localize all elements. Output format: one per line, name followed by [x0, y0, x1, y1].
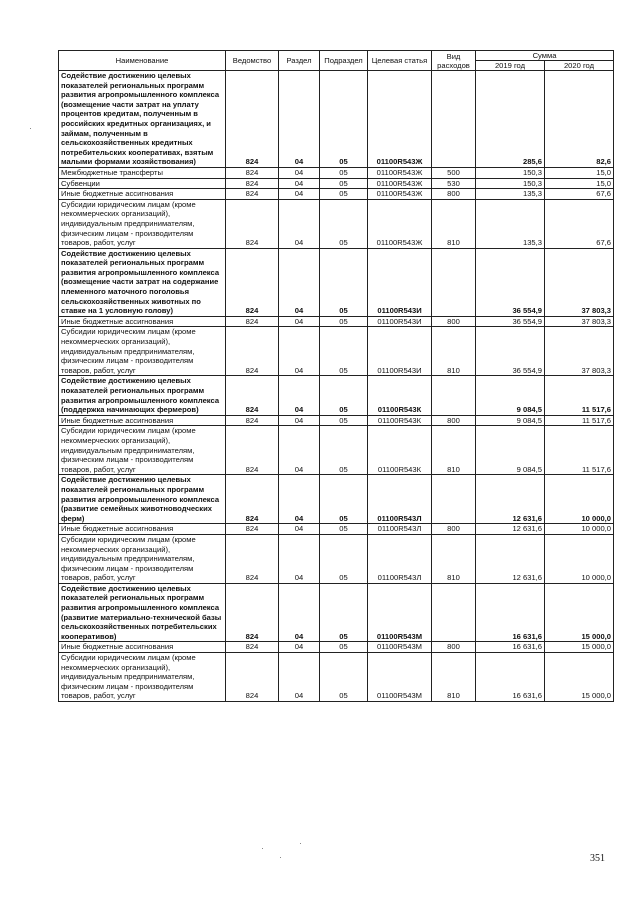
cell-name: Иные бюджетные ассигнования — [59, 316, 226, 327]
cell-2019: 16 631,6 — [476, 642, 545, 653]
cell-dept: 824 — [226, 415, 279, 426]
cell-2019: 12 631,6 — [476, 524, 545, 535]
cell-2019: 135,3 — [476, 199, 545, 248]
cell-2020: 10 000,0 — [545, 475, 614, 524]
cell-2019: 150,3 — [476, 167, 545, 178]
cell-dept: 824 — [226, 248, 279, 316]
cell-target: 01100R543Л — [368, 475, 432, 524]
cell-target: 01100R543К — [368, 426, 432, 475]
table-header — [59, 51, 614, 71]
cell-2020: 15 000,0 — [545, 642, 614, 653]
cell-2019: 12 631,6 — [476, 475, 545, 524]
cell-target: 01100R543Л — [368, 524, 432, 535]
cell-2020: 10 000,0 — [545, 524, 614, 535]
table-row — [59, 426, 614, 475]
cell-dept: 824 — [226, 316, 279, 327]
cell-2019: 36 554,9 — [476, 248, 545, 316]
scan-speck — [262, 848, 263, 849]
header-sum: Сумма — [476, 51, 614, 61]
cell-section: 04 — [279, 199, 320, 248]
table-row — [59, 653, 614, 702]
table-row — [59, 167, 614, 178]
cell-target: 01100R543Ж — [368, 167, 432, 178]
cell-2020: 15 000,0 — [545, 653, 614, 702]
cell-subsection: 05 — [320, 71, 368, 168]
cell-exp-type: 800 — [432, 316, 476, 327]
cell-section: 04 — [279, 426, 320, 475]
table-row — [59, 71, 614, 168]
cell-target: 01100R543К — [368, 376, 432, 415]
cell-subsection: 05 — [320, 653, 368, 702]
cell-dept: 824 — [226, 376, 279, 415]
cell-subsection: 05 — [320, 199, 368, 248]
budget-table — [58, 50, 614, 702]
cell-exp-type — [432, 248, 476, 316]
cell-section: 04 — [279, 415, 320, 426]
cell-exp-type: 500 — [432, 167, 476, 178]
cell-target: 01100R543Ж — [368, 199, 432, 248]
table-row — [59, 316, 614, 327]
cell-target: 01100R543К — [368, 415, 432, 426]
cell-target: 01100R543М — [368, 642, 432, 653]
cell-2020: 82,6 — [545, 71, 614, 168]
cell-dept: 824 — [226, 189, 279, 200]
cell-target: 01100R543И — [368, 316, 432, 327]
cell-2020: 11 517,6 — [545, 415, 614, 426]
cell-dept: 824 — [226, 583, 279, 642]
cell-dept: 824 — [226, 475, 279, 524]
cell-subsection: 05 — [320, 524, 368, 535]
cell-target: 01100R543М — [368, 653, 432, 702]
cell-2020: 37 803,3 — [545, 316, 614, 327]
table-body — [59, 71, 614, 702]
cell-exp-type: 800 — [432, 415, 476, 426]
cell-exp-type: 810 — [432, 653, 476, 702]
cell-2020: 15,0 — [545, 167, 614, 178]
cell-exp-type: 800 — [432, 524, 476, 535]
cell-target: 01100R543И — [368, 327, 432, 376]
cell-section: 04 — [279, 475, 320, 524]
table-row — [59, 327, 614, 376]
header-year-2019: 2019 год — [476, 61, 545, 71]
header-subsection: Подраздел — [320, 51, 368, 71]
cell-subsection: 05 — [320, 376, 368, 415]
cell-section: 04 — [279, 524, 320, 535]
cell-exp-type — [432, 376, 476, 415]
cell-section: 04 — [279, 71, 320, 168]
cell-exp-type: 810 — [432, 534, 476, 583]
cell-2020: 67,6 — [545, 189, 614, 200]
cell-name: Субсидии юридическим лицам (кроме некоммерческих организаций), индивидуальным предпринимателям, физическим лицам - производителям товаров, работ, услуг — [59, 534, 226, 583]
cell-2020: 37 803,3 — [545, 248, 614, 316]
cell-name: Содействие достижению целевых показателей региональных программ развития агропромышленного комплекса (возмещение части затрат на содержание племенного маточного поголовья сельскохозяйственных животных по ставке на 1 условную голову) — [59, 248, 226, 316]
cell-subsection: 05 — [320, 189, 368, 200]
cell-target: 01100R543Л — [368, 534, 432, 583]
cell-2020: 11 517,6 — [545, 426, 614, 475]
table-row — [59, 534, 614, 583]
cell-name: Иные бюджетные ассигнования — [59, 415, 226, 426]
cell-target: 01100R543М — [368, 583, 432, 642]
cell-subsection: 05 — [320, 327, 368, 376]
cell-2019: 285,6 — [476, 71, 545, 168]
cell-subsection: 05 — [320, 534, 368, 583]
cell-subsection: 05 — [320, 167, 368, 178]
table-row — [59, 415, 614, 426]
cell-section: 04 — [279, 248, 320, 316]
cell-2019: 36 554,9 — [476, 316, 545, 327]
cell-subsection: 05 — [320, 178, 368, 189]
cell-name: Иные бюджетные ассигнования — [59, 642, 226, 653]
table-row — [59, 189, 614, 200]
table-row — [59, 376, 614, 415]
cell-exp-type: 530 — [432, 178, 476, 189]
cell-2019: 9 084,5 — [476, 376, 545, 415]
cell-name: Иные бюджетные ассигнования — [59, 524, 226, 535]
cell-subsection: 05 — [320, 642, 368, 653]
cell-dept: 824 — [226, 426, 279, 475]
cell-subsection: 05 — [320, 583, 368, 642]
cell-section: 04 — [279, 178, 320, 189]
cell-name: Межбюджетные трансферты — [59, 167, 226, 178]
cell-dept: 824 — [226, 71, 279, 168]
cell-section: 04 — [279, 167, 320, 178]
cell-name: Субсидии юридическим лицам (кроме некоммерческих организаций), индивидуальным предпринимателям, физическим лицам - производителям товаров, работ, услуг — [59, 653, 226, 702]
cell-dept: 824 — [226, 653, 279, 702]
cell-subsection: 05 — [320, 475, 368, 524]
cell-dept: 824 — [226, 524, 279, 535]
cell-exp-type: 810 — [432, 327, 476, 376]
cell-2019: 16 631,6 — [476, 653, 545, 702]
cell-2020: 67,6 — [545, 199, 614, 248]
table-row — [59, 178, 614, 189]
cell-exp-type — [432, 583, 476, 642]
cell-target: 01100R543Ж — [368, 189, 432, 200]
table-row — [59, 475, 614, 524]
cell-name: Содействие достижению целевых показателей региональных программ развития агропромышленного комплекса (развитие материально-технической базы сельскохозяйственных потребительских кооперативов) — [59, 583, 226, 642]
cell-2019: 150,3 — [476, 178, 545, 189]
cell-exp-type: 800 — [432, 642, 476, 653]
cell-subsection: 05 — [320, 248, 368, 316]
scan-speck — [30, 128, 31, 129]
cell-name: Иные бюджетные ассигнования — [59, 189, 226, 200]
cell-name: Содействие достижению целевых показателей региональных программ развития агропромышленного комплекса (развитие семейных животноводческих ферм) — [59, 475, 226, 524]
cell-section: 04 — [279, 583, 320, 642]
cell-subsection: 05 — [320, 415, 368, 426]
header-year-2020: 2020 год — [545, 61, 614, 71]
header-exp-type: Вид расходов — [432, 51, 476, 71]
cell-dept: 824 — [226, 167, 279, 178]
cell-2020: 10 000,0 — [545, 534, 614, 583]
cell-name: Субвенции — [59, 178, 226, 189]
cell-2019: 9 084,5 — [476, 415, 545, 426]
table-row — [59, 583, 614, 642]
cell-exp-type: 810 — [432, 199, 476, 248]
cell-subsection: 05 — [320, 316, 368, 327]
cell-name: Субсидии юридическим лицам (кроме некоммерческих организаций), индивидуальным предпринимателям, физическим лицам - производителям товаров, работ, услуг — [59, 327, 226, 376]
table-row — [59, 642, 614, 653]
cell-name: Субсидии юридическим лицам (кроме некоммерческих организаций), индивидуальным предпринимателям, физическим лицам - производителям товаров, работ, услуг — [59, 199, 226, 248]
cell-2020: 15 000,0 — [545, 583, 614, 642]
cell-name: Содействие достижению целевых показателей региональных программ развития агропромышленного комплекса (возмещение части затрат на уплату процентов кредитам, полученным в российских кредитных организациях, и займам, полученным в сельскохозяйственных кредитных потребительских кооперативах, взятым малыми формами хозяйствования) — [59, 71, 226, 168]
cell-2019: 12 631,6 — [476, 534, 545, 583]
scan-speck — [280, 857, 281, 858]
cell-2020: 11 517,6 — [545, 376, 614, 415]
cell-dept: 824 — [226, 327, 279, 376]
header-target: Целевая статья — [368, 51, 432, 71]
cell-target: 01100R543Ж — [368, 71, 432, 168]
cell-2019: 36 554,9 — [476, 327, 545, 376]
cell-dept: 824 — [226, 642, 279, 653]
cell-exp-type: 800 — [432, 189, 476, 200]
cell-exp-type: 810 — [432, 426, 476, 475]
page-number: 351 — [590, 853, 605, 864]
cell-section: 04 — [279, 642, 320, 653]
cell-section: 04 — [279, 189, 320, 200]
cell-target: 01100R543И — [368, 248, 432, 316]
cell-section: 04 — [279, 653, 320, 702]
cell-dept: 824 — [226, 199, 279, 248]
cell-dept: 824 — [226, 534, 279, 583]
cell-2020: 15,0 — [545, 178, 614, 189]
cell-2020: 37 803,3 — [545, 327, 614, 376]
cell-section: 04 — [279, 534, 320, 583]
cell-section: 04 — [279, 316, 320, 327]
table-row — [59, 199, 614, 248]
cell-dept: 824 — [226, 178, 279, 189]
cell-2019: 16 631,6 — [476, 583, 545, 642]
table-row — [59, 524, 614, 535]
table-row — [59, 248, 614, 316]
cell-name: Субсидии юридическим лицам (кроме некоммерческих организаций), индивидуальным предпринимателям, физическим лицам - производителям товаров, работ, услуг — [59, 426, 226, 475]
cell-2019: 9 084,5 — [476, 426, 545, 475]
cell-name: Содействие достижению целевых показателей региональных программ развития агропромышленного комплекса (поддержка начинающих фермеров) — [59, 376, 226, 415]
cell-section: 04 — [279, 327, 320, 376]
cell-exp-type — [432, 475, 476, 524]
header-section: Раздел — [279, 51, 320, 71]
cell-target: 01100R543Ж — [368, 178, 432, 189]
cell-2019: 135,3 — [476, 189, 545, 200]
cell-subsection: 05 — [320, 426, 368, 475]
scan-speck — [300, 843, 301, 844]
cell-exp-type — [432, 71, 476, 168]
cell-section: 04 — [279, 376, 320, 415]
header-name: Наименование — [59, 51, 226, 71]
header-dept: Ведомство — [226, 51, 279, 71]
